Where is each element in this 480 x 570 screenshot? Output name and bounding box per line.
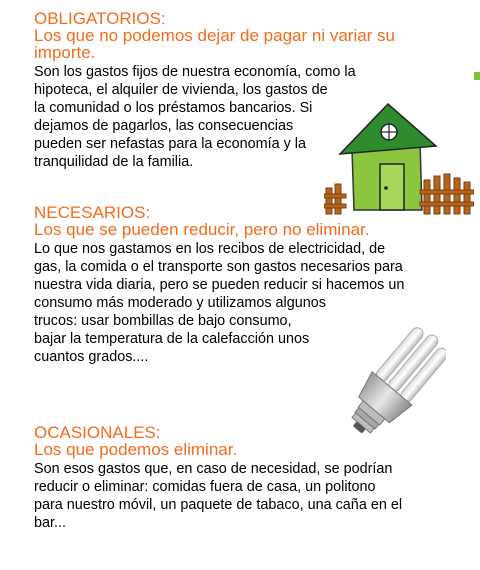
body-line: la comunidad o los préstamos bancarios. Si [34, 100, 313, 116]
section-heading [34, 204, 404, 238]
section-heading [34, 10, 395, 61]
heading-line: importe. [34, 43, 96, 62]
body-line: gas, la comida o el transporte son gastos necesarios para [34, 259, 403, 275]
body-line: Son esos gastos que, en caso de necesidad, se podrían [34, 461, 393, 477]
section-body [34, 460, 402, 532]
house-illustration [324, 98, 474, 218]
body-line: bar... [34, 515, 66, 531]
section-heading [34, 424, 402, 458]
body-line: dejamos de pagarlos, las consecuencias [34, 118, 294, 134]
body-line: consumo más moderado y utilizamos algunos [34, 295, 326, 311]
heading-line: OCASIONALES: [34, 423, 161, 442]
body-line: trucos: usar bombillas de bajo consumo, [34, 313, 292, 329]
body-line: Son los gastos fijos de nuestra economía, como la [34, 64, 356, 80]
heading-line: Los que no podemos dejar de pagar ni variar su [34, 26, 396, 45]
body-line: reducir o eliminar: comidas fuera de casa, un politono [34, 479, 376, 495]
body-line: pueden ser nefastas para la economía y la [34, 136, 306, 152]
body-line: bajar la temperatura de la calefacción unos [34, 331, 310, 347]
body-line: para nuestro móvil, un paquete de tabaco, una caña en el [34, 497, 403, 513]
body-line: hipoteca, el alquiler de vivienda, los gastos de [34, 82, 328, 98]
heading-line: NECESARIOS: [34, 203, 151, 222]
body-line: nuestra vida diaria, pero se pueden reducir si hacemos un [34, 277, 405, 293]
section-ocasionales [34, 424, 402, 532]
page-edge-accent [474, 72, 480, 80]
body-line: cuantos grados.... [34, 349, 149, 365]
heading-line: Los que se pueden reducir, pero no eliminar. [34, 220, 370, 239]
body-line: tranquilidad de la familia. [34, 154, 194, 170]
heading-line: Los que podemos eliminar. [34, 440, 238, 459]
heading-line: OBLIGATORIOS: [34, 9, 166, 28]
body-line: Lo que nos gastamos en los recibos de electricidad, de [34, 241, 386, 257]
